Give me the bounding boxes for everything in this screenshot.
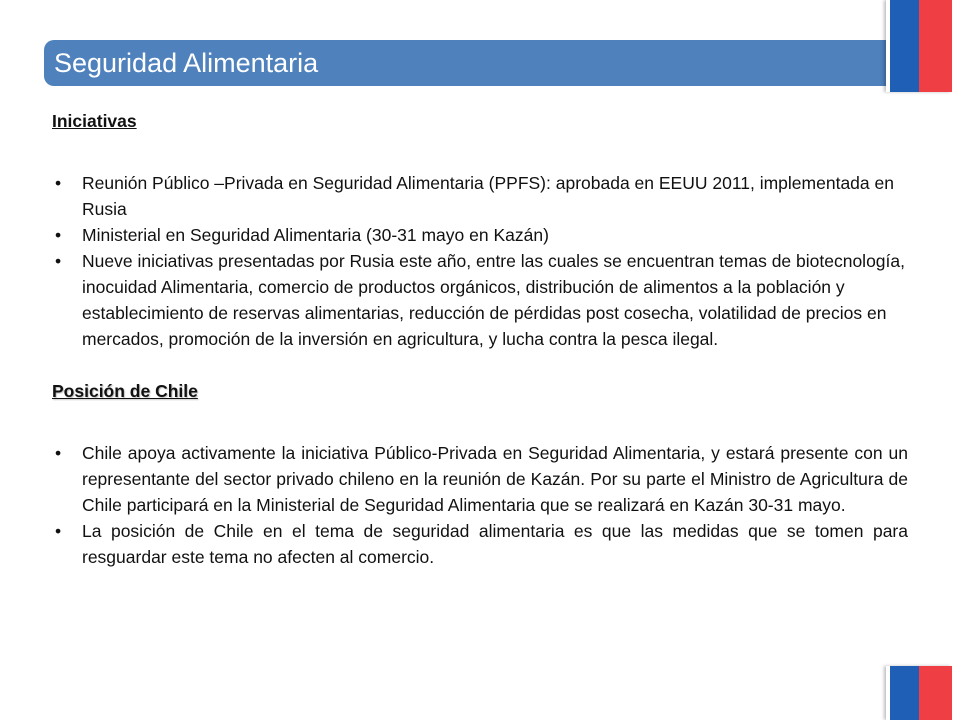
list-item: • Chile apoya activamente la iniciativa Público-Privada en Seguridad Alimentaria, y estará presente con un representante del sector privado chileno en la reunión de Kazán. Por su parte el Ministro de Agricultura de Chile participará en la Ministerial de Seguridad Alimentaria que se realizará en Kazán 30-31 mayo. [52,440,908,518]
chile-flag-top-decoration [886,0,952,92]
initiatives-heading: Iniciativas [52,111,137,131]
list-item: • Reunión Público –Privada en Seguridad Alimentaria (PPFS): aprobada en EEUU 2011, implementada en Rusia [52,170,908,222]
title-bar [44,40,890,86]
page-title: Seguridad Alimentaria [54,47,319,78]
flag-red-stripe [919,666,952,720]
flag-blue-stripe [890,666,919,720]
list-item: • Ministerial en Seguridad Alimentaria (30-31 mayo en Kazán) [52,222,908,248]
chile-position-list [52,440,908,570]
list-item: • La posición de Chile en el tema de seguridad alimentaria es que las medidas que se tomen para resguardar este tema no afecten al comercio. [52,518,908,570]
list-item: • Nueve iniciativas presentadas por Rusia este año, entre las cuales se encuentran temas de biotecnología, inocuidad Alimentaria, comercio de productos orgánicos, distribución de alimentos a la población y establecimiento de reservas alimentarias, reducción de pérdidas post cosecha, volatilidad de precios en mercados, promoción de la inversión en agricultura, y lucha contra la pesca ilegal. [52,248,908,352]
slide-content [52,108,908,570]
chile-flag-bottom-decoration [886,666,952,720]
flag-red-stripe [919,0,952,92]
initiatives-list [52,170,908,352]
flag-blue-stripe [890,0,919,92]
chile-position-heading: Posición de Chile [52,381,198,401]
